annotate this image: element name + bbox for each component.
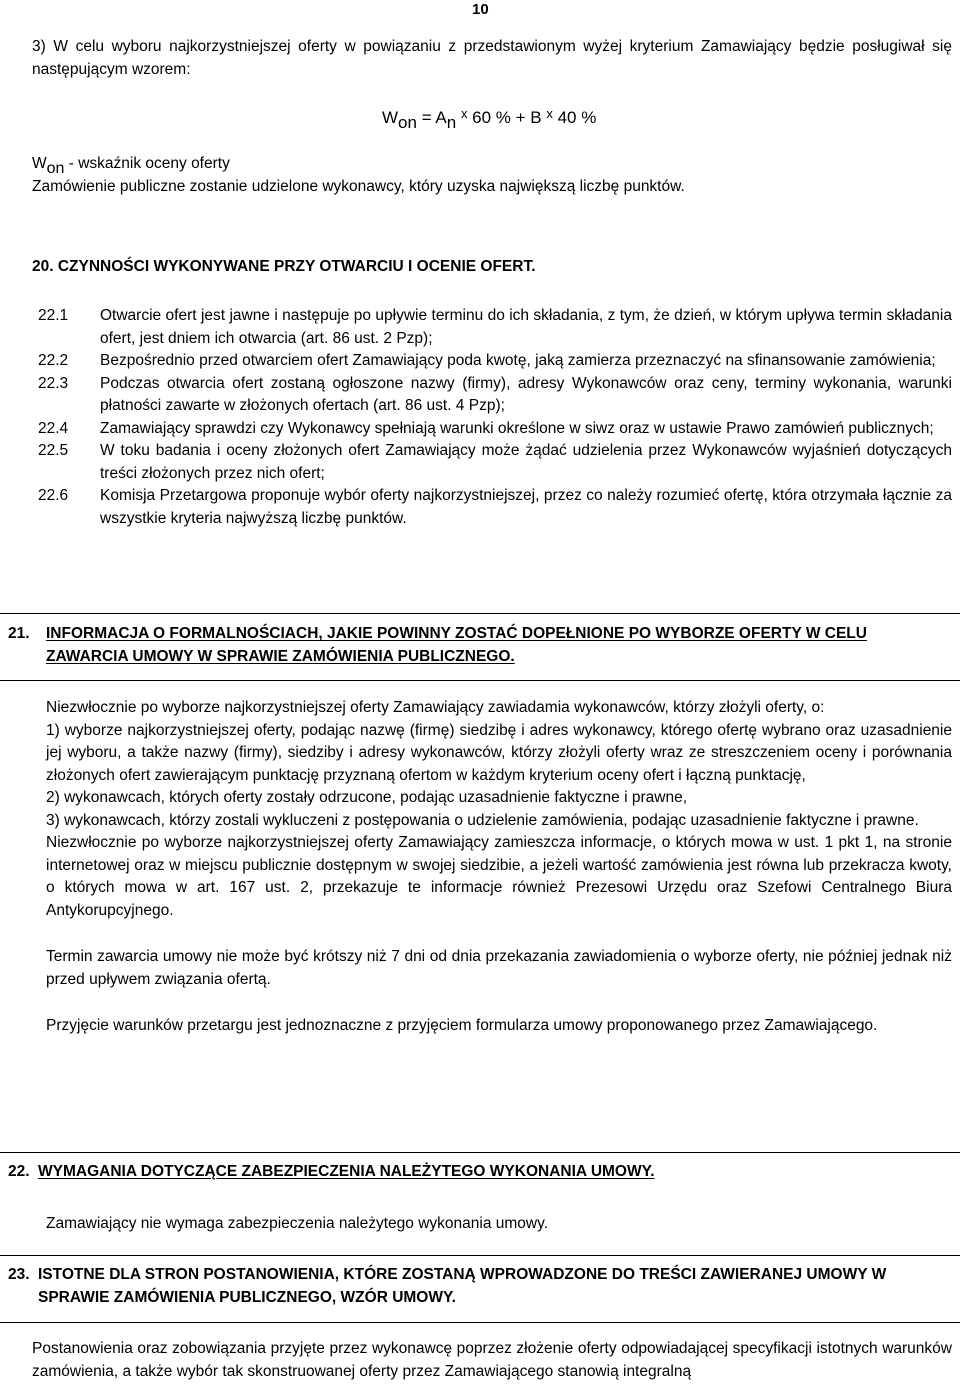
item-text: W toku badania i oceny złożonych ofert Zamawiający może żądać udzielenia przez Wykonawców wyjaśnień dotyczących treści złożonych przez nich ofert;	[100, 442, 952, 482]
item-number: 22.2	[38, 352, 69, 369]
section-22-heading	[8, 1161, 952, 1184]
formula-end: 40 %	[552, 108, 597, 127]
formula-a-sub: n	[446, 113, 457, 132]
legend-w: W	[32, 155, 47, 172]
legend-w-sub: on	[46, 160, 65, 177]
paragraph: 1) wyborze najkorzystniejszej oferty, podając nazwę (firmę) siedzibę i adres wykonawcy, którego ofertę wybrano oraz uzasadnienie jej wyboru, a także nazwy (firmy), siedziby i adresy wykonawców, którzy złożyli oferty wraz ze streszczeniem oceny i porównania złożonych ofert zawierającym punktację przyznaną ofertom w każdym kryterium oceny ofert i łączną punktację,	[46, 721, 952, 784]
paragraph: Niezwłocznie po wyborze najkorzystniejszej oferty Zamawiający zawiadamia wykonawców, którzy złożyli oferty, o:	[46, 699, 825, 716]
section-divider	[0, 613, 960, 614]
paragraph: Przyjęcie warunków przetargu jest jednoznaczne z przyjęciem formularza umowy proponowanego przez Zamawiającego.	[46, 1017, 878, 1034]
formula-x2: x	[546, 106, 553, 121]
section-divider	[0, 680, 960, 681]
section-23-heading	[8, 1264, 952, 1309]
item-text: Komisja Przetargowa proponuje wybór oferty najkorzystniejszej, przez co należy rozumieć ofertę, która otrzymała łącznie za wszystkie kryteria najwyższą liczbę punktów.	[100, 487, 952, 527]
item-number: 22.3	[38, 374, 69, 392]
section-22-title: WYMAGANIA DOTYCZĄCE ZABEZPIECZENIA NALEŻYTEGO WYKONANIA UMOWY.	[38, 1163, 655, 1180]
section-23-title: ISTOTNE DLA STRON POSTANOWIENIA, KTÓRE ZOSTANĄ WPROWADZONE DO TREŚCI ZAWIERANEJ UMOWY W SPRAWIE ZAMÓWIENIA PUBLICZNEGO, WZÓR UMOWY.	[38, 1266, 887, 1306]
paragraph: Niezwłocznie po wyborze najkorzystniejszej oferty Zamawiający zamieszcza informacje, o których mowa w ust. 1 pkt 1, na stronie internetowej oraz w miejscu publicznie dostępnym w swojej siedzibie, a jeżeli wartość zamówienia jest równa lub przekracza kwoty, o których mowa w art. 167 ust. 2, przekazuje te informacje również Prezesowi Urzędu oraz Szefowi Centralnego Biura Antykorupcyjnego.	[46, 834, 952, 919]
page-number: 10	[472, 1, 489, 18]
formula-w-sub: on	[398, 113, 417, 132]
section-21-number: 21.	[8, 625, 30, 642]
formula-x1: x	[460, 106, 468, 121]
section-divider	[0, 1322, 960, 1323]
formula-legend	[32, 153, 952, 198]
item-text: Zamawiający sprawdzi czy Wykonawcy spełniają warunki określone w siwz oraz w ustawie Prawo zamówień publicznych;	[100, 419, 934, 437]
item-number: 22.6	[38, 487, 69, 504]
section-20-items	[38, 305, 952, 530]
item-text: Podczas otwarcia ofert zostaną ogłoszone nazwy (firmy), adresy Wykonawców oraz ceny, terminy wykonania, warunki płatności zawarte w złożonych ofertach (art. 86 ust. 4 Pzp);	[100, 374, 952, 414]
list-item	[38, 440, 952, 485]
paragraph: 2) wykonawcach, których oferty zostały odrzucone, podając uzasadnienie faktyczne i prawne,	[46, 789, 688, 806]
item-number: 22.5	[38, 442, 69, 459]
award-text: Zamówienie publiczne zostanie udzielone wykonawcy, który uzyska największą liczbę punktów.	[32, 177, 685, 195]
section-21-title: INFORMACJA O FORMALNOŚCIACH, JAKIE POWINNY ZOSTAĆ DOPEŁNIONE PO WYBORZE OFERTY W CELU ZAWARCIA UMOWY W SPRAWIE ZAMÓWIENIA PUBLICZNEGO.	[46, 625, 867, 665]
intro-paragraph: 3) W celu wyboru najkorzystniejszej oferty w powiązaniu z przedstawionym wyżej kryterium Zamawiający będzie posługiwał się następującym wzorem:	[32, 38, 952, 78]
list-item	[38, 485, 952, 530]
item-text: Bezpośrednio przed otwarciem ofert Zamawiający poda kwotę, jaką zamierza przeznaczyć na sfinansowanie zamówienia;	[100, 352, 936, 369]
section-21-body	[46, 697, 952, 1038]
section-20-heading: 20. CZYNNOŚCI WYKONYWANE PRZY OTWARCIU I OCENIE OFERT.	[32, 258, 536, 275]
legend-line	[32, 153, 952, 176]
formula-mid: 60 % + B	[467, 108, 547, 127]
paragraph: 3) wykonawcach, którzy zostali wykluczeni z postępowania o udzielenie zamówienia, podając uzasadnienie faktyczne i prawne.	[46, 811, 919, 829]
section-divider	[0, 1152, 960, 1153]
legend-text: - wskaźnik oceny oferty	[64, 155, 230, 172]
item-number: 22.1	[38, 307, 69, 324]
section-22-body: Zamawiający nie wymaga zabezpieczenia należytego wykonania umowy.	[46, 1215, 548, 1232]
paragraph: Termin zawarcia umowy nie może być krótszy niż 7 dni od dnia przekazania zawiadomienia o wyborze oferty, nie później jednak niż przed upływem związania ofertą.	[46, 948, 952, 988]
list-item	[38, 305, 952, 350]
formula-w: W	[382, 108, 399, 127]
section-divider	[0, 1255, 960, 1256]
list-item	[38, 418, 952, 441]
section-23-number: 23.	[8, 1266, 30, 1283]
list-item	[38, 350, 952, 373]
formula-eq: = A	[416, 108, 447, 127]
item-number: 22.4	[38, 419, 69, 437]
scoring-formula	[382, 106, 596, 130]
list-item	[38, 373, 952, 418]
item-text: Otwarcie ofert jest jawne i następuje po upływie terminu do ich składania, z tym, że dzień, w którym upływa termin składania ofert, jest dniem ich otwarcia (art. 86 ust. 2 Pzp);	[100, 307, 952, 347]
section-23-body: Postanowienia oraz zobowiązania przyjęte przez wykonawcę poprzez złożenie oferty odpowiadającej specyfikacji istotnych warunków zamówienia, a także wybór tak skonstruowanej oferty przez Zamawiającego stanowią integralną	[32, 1340, 952, 1380]
section-21-heading	[8, 623, 952, 668]
section-22-number: 22.	[8, 1163, 30, 1180]
